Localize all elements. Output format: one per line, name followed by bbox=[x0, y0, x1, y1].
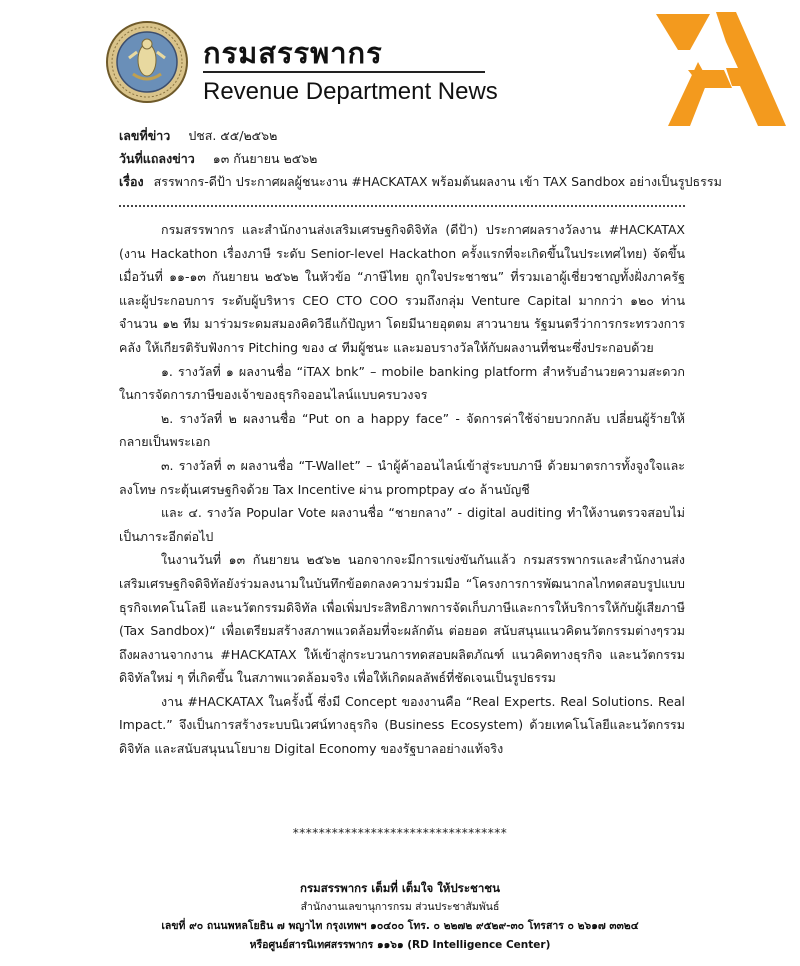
body-paragraph-mou: ในงานวันที่ ๑๓ กันยายน ๒๕๖๒ นอกจากจะมีการแข่งขันกันแล้ว กรมสรรพากรและสำนักงานส่งเสริมเศรษฐกิจดิจิทัลยังร่วมลงนามในบันทึกข้อตกลงความร่วมมือ “โครงการการพัฒนากลไกทดสอบรูปแบบธุรกิจเทคโนโลยี และนวัตกรรมดิจิทัล เพื่อเพิ่มประสิทธิภาพการจัดเก็บภาษีและการให้บริการให้กับผู้เสียภาษี (Tax Sandbox)“ เพื่อเตรียมสร้างสภาพแวดล้อมที่จะผลักดัน ต่อยอด สนับสนุนแนวคิดนวัตกรรมต่างๆรวมถึงผลงานจากงาน #HACKATAX ให้เข้าสู่กระบวนการทดสอบผลิตภัณฑ์ แนวคิดทางธุรกิจ และนวัตกรรมดิจิทัลใหม่ ๆ ที่เกิดขึ้น ในสภาพแวดล้อมจริง เพื่อให้เกิดผลลัพธ์ที่ชัดเจนเป็นรูปธรรม bbox=[119, 552, 685, 686]
revenue-department-seal-icon bbox=[105, 20, 189, 104]
subject-label: เรื่อง bbox=[119, 174, 144, 189]
letterhead bbox=[0, 0, 800, 112]
body-paragraph-award-1: ๑. รางวัลที่ ๑ ผลงานชื่อ “iTAX bnk” – mobile banking platform สำหรับอำนวยความสะดวกในการจัดการภาษีของเจ้าของธุรกิจออนไลน์แบบครบวงจร bbox=[119, 363, 685, 403]
release-date-label: วันที่แถลงข่าว bbox=[119, 151, 195, 166]
news-title: Revenue Department News bbox=[203, 78, 498, 105]
subject-value: สรรพากร-ดีป้า ประกาศผลผู้ชนะงาน #HACKATAX พร้อมต้นผลงาน เข้า TAX Sandbox อย่างเป็นรูปธรรม bbox=[153, 174, 722, 189]
body-paragraph-intro: กรมสรรพากร และสำนักงานส่งเสริมเศรษฐกิจดิจิทัล (ดีป้า) ประกาศผลรางวัลงาน #HACKATAX (งาน Hackathon เรื่องภาษี ระดับ Senior-level Hackathon ครั้งแรกที่จะเกิดขึ้นในประเทศไทย) จัดขึ้นเมื่อวันที่ ๑๑-๑๓ กันยายน ๒๕๖๒ ในหัวข้อ “ภาษีไทย ถูกใจประชาชน” ที่รวมเอาผู้เชี่ยวชาญทั้งฝั่งภาครัฐและผู้ประกอบการ ระดับผู้บริหาร CEO CTO COO รวมถึงกลุ่ม Venture Capital มากกว่า ๑๒๐ ท่าน จำนวน ๑๒ ทีม มาร่วมระดมสมองคิดวิธีแก้ปัญหา โดยมีนายอุตตม สาวนายน รัฐมนตรีว่าการกระทรวงการคลัง ให้เกียรติรับฟังการ Pitching ของ ๔ ทีมผู้ชนะ และมอบรางวัลให้กับผลงานที่ชนะซึ่งประกอบด้วย bbox=[119, 222, 685, 355]
news-body bbox=[119, 218, 685, 761]
star-separator: ********************************* bbox=[292, 826, 508, 840]
body-paragraph-concept: งาน #HACKATAX ในครั้งนี้ ซึ่งมี Concept ของงานคือ “Real Experts. Real Solutions. Real Impact.” จึงเป็นการสร้างระบบนิเวศน์ทางธุรกิจ (Business Ecosystem) ด้วยเทคโนโลยีและนวัตกรรมดิจิทัล และสนับสนุนนโยบาย Digital Economy ของรัฐบาลอย่างแท้จริง bbox=[119, 693, 685, 757]
subject-row bbox=[119, 170, 722, 193]
footer bbox=[0, 879, 800, 955]
news-number-label: เลขที่ข่าว bbox=[119, 128, 171, 143]
body-paragraph-award-2: ๒. รางวัลที่ ๒ ผลงานชื่อ “Put on a happy face” - จัดการค่าใช้จ่ายบวกกลับ เปลี่ยนผู้ร้ายให้กลายเป็นพระเอก bbox=[119, 410, 685, 450]
dotted-divider bbox=[119, 205, 685, 207]
body-paragraph-award-3: ๓. รางวัลที่ ๓ ผลงานชื่อ “T-Wallet” – นำผู้ค้าออนไลน์เข้าสู่ระบบภาษี ด้วยมาตรการทั้งจูงใจและลงโทษ กระตุ้นเศรษฐกิจด้วย Tax Incentive ผ่าน promptpay ๔๐ ล้านบัญชี bbox=[119, 457, 685, 497]
news-metadata bbox=[119, 124, 722, 193]
organization-title: กรมสรรพากร bbox=[203, 36, 383, 70]
footer-slogan: กรมสรรพากร เต็มที่ เต็มใจ ให้ประชาชน bbox=[300, 881, 500, 895]
news-number-value: ปชส. ๕๕/๒๕๖๒ bbox=[188, 128, 278, 143]
footer-office: สำนักงานเลขานุการกรม ส่วนประชาสัมพันธ์ bbox=[300, 901, 500, 913]
release-date-row bbox=[119, 147, 719, 170]
release-date-value: ๑๓ กันยายน ๒๕๖๒ bbox=[212, 151, 318, 166]
footer-rd-center: หรือศูนย์สารนิเทศสรรพากร ๑๑๖๑ (RD Intelligence Center) bbox=[249, 939, 551, 951]
body-paragraph-award-4: และ ๔. รางวัล Popular Vote ผลงานชื่อ “ชายกลาง” - digital auditing ทำให้งานตรวจสอบไม่เป็นภาระอีกต่อไป bbox=[119, 505, 685, 544]
orange-a-logo-icon bbox=[628, 6, 788, 130]
footer-address: เลขที่ ๙๐ ถนนพหลโยธิน ๗ พญาไท กรุงเทพฯ ๑๐๔๐๐ โทร. ๐ ๒๒๗๒ ๙๕๒๙-๓๐ โทรสาร ๐ ๒๖๑๗ ๓๓๒๔ bbox=[161, 920, 639, 932]
news-number-row bbox=[119, 124, 719, 147]
title-underline bbox=[203, 71, 485, 73]
